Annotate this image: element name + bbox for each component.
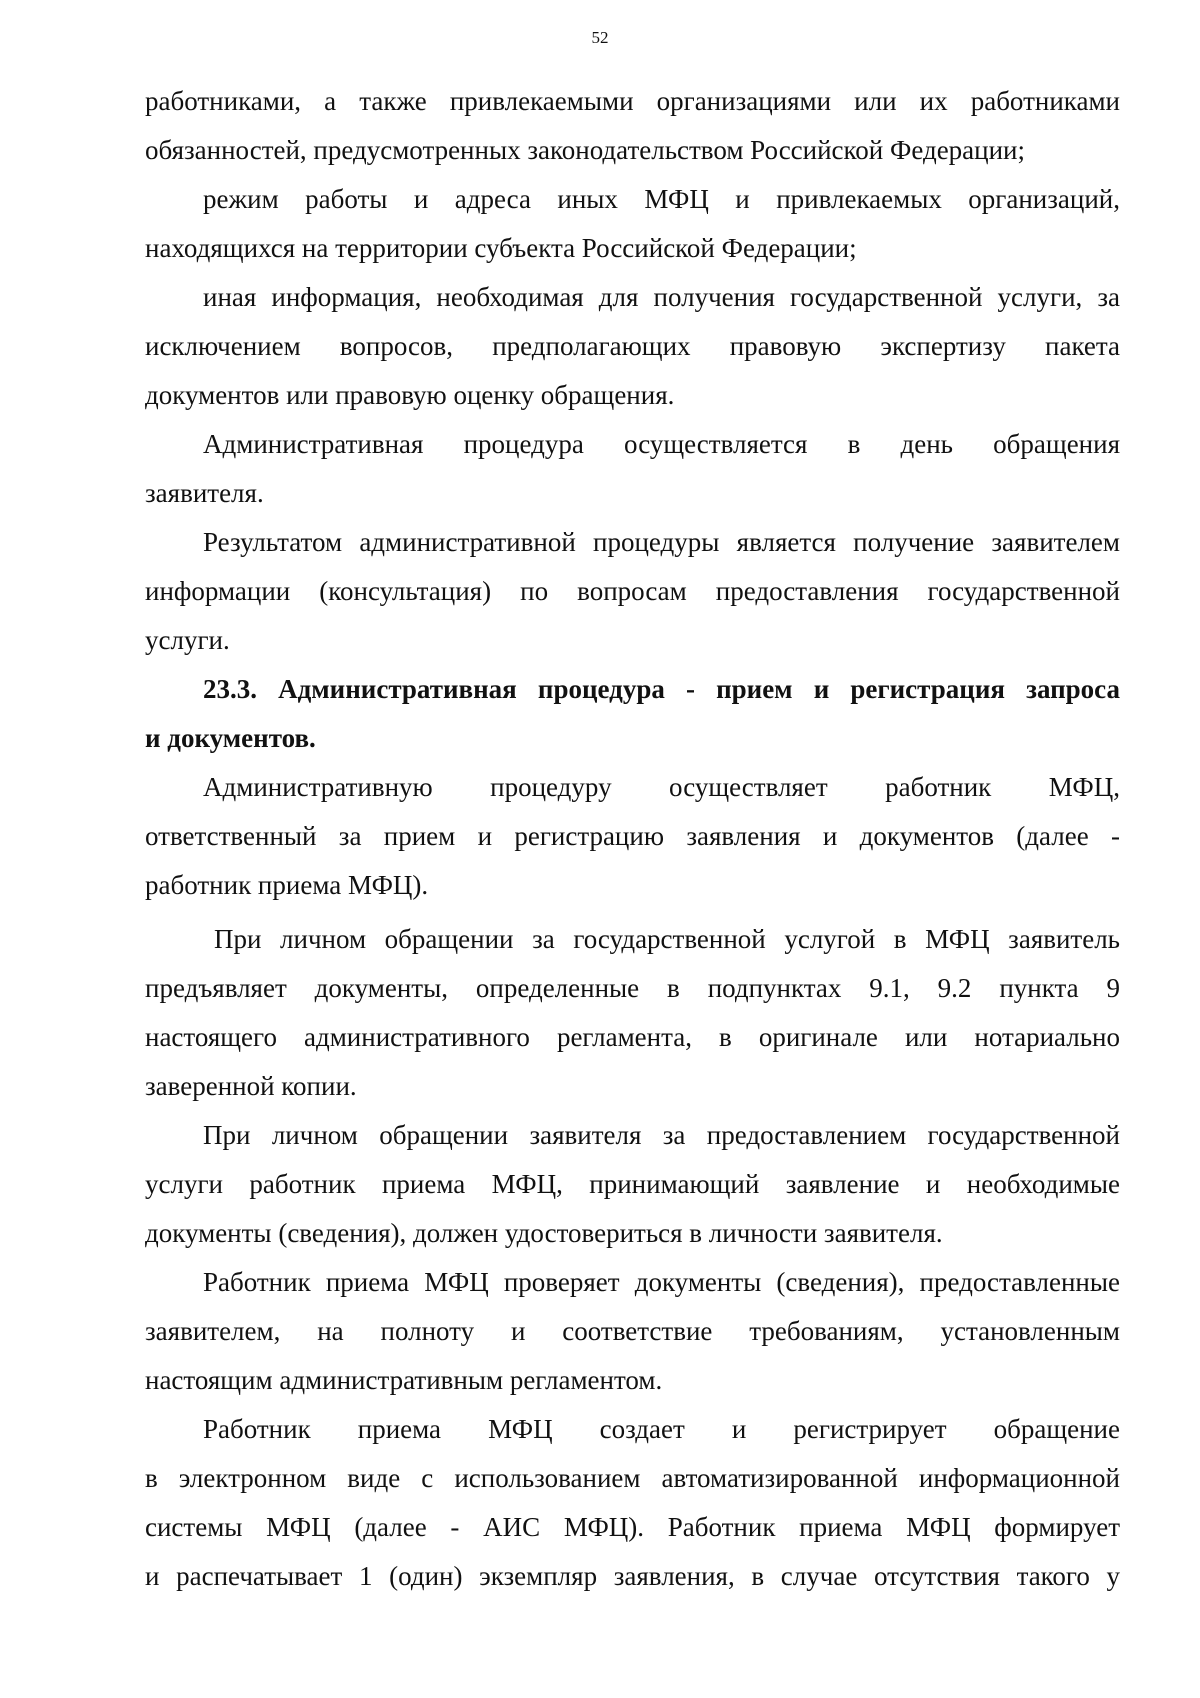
text-line: иная информация, необходимая для получения государственной услуги, за	[203, 282, 1120, 312]
text-line: документы (сведения), должен удостовериться в личности заявителя.	[145, 1218, 943, 1248]
document-body	[145, 77, 1120, 1601]
text-line: ответственный за прием и регистрацию заявления и документов (далее -	[145, 821, 1120, 851]
text-line: обязанностей, предусмотренных законодательством Российской Федерации;	[145, 135, 1026, 165]
text-line: предъявляет документы, определенные в подпунктах 9.1, 9.2 пункта 9	[145, 973, 1120, 1003]
text-line: системы МФЦ (далее - АИС МФЦ). Работник приема МФЦ формирует	[145, 1512, 1120, 1542]
text-line: режим работы и адреса иных МФЦ и привлекаемых организаций,	[203, 184, 1120, 214]
text-line: заявителя.	[145, 478, 264, 508]
text-line: заявителем, на полноту и соответствие требованиям, установленным	[145, 1316, 1120, 1346]
text-line: При личном обращении заявителя за предоставлением государственной	[203, 1120, 1120, 1150]
section-heading: 23.3. Административная процедура - прием и регистрация запроса	[203, 674, 1120, 704]
text-line: Административную процедуру осуществляет работник МФЦ,	[203, 772, 1120, 802]
text-line: и распечатывает 1 (один) экземпляр заявления, в случае отсутствия такого у	[145, 1561, 1120, 1591]
text-line: настоящим административным регламентом.	[145, 1365, 663, 1395]
text-line: исключением вопросов, предполагающих правовую экспертизу пакета	[145, 331, 1120, 361]
text-line: в электронном виде с использованием автоматизированной информационной	[145, 1463, 1120, 1493]
text-line: настоящего административного регламента, в оригинале или нотариально	[145, 1022, 1120, 1052]
text-line: услуги.	[145, 625, 230, 655]
text-line: Работник приема МФЦ проверяет документы (сведения), предоставленные	[203, 1267, 1120, 1297]
text-line: услуги работник приема МФЦ, принимающий заявление и необходимые	[145, 1169, 1120, 1199]
text-line: Работник приема МФЦ создает и регистрирует обращение	[203, 1414, 1120, 1444]
text-line: документов или правовую оценку обращения.	[145, 380, 675, 410]
text-line: заверенной копии.	[145, 1071, 357, 1101]
text-line: работник приема МФЦ).	[145, 870, 429, 900]
text-line: Административная процедура осуществляется в день обращения	[203, 429, 1120, 459]
text-line: находящихся на территории субъекта Российской Федерации;	[145, 233, 857, 263]
text-line: информации (консультация) по вопросам предоставления государственной	[145, 576, 1120, 606]
text-line: При личном обращении за государственной услугой в МФЦ заявитель	[214, 924, 1120, 954]
text-line: Результатом административной процедуры является получение заявителем	[203, 527, 1120, 557]
page-number: 52	[591, 28, 609, 47]
section-heading: и документов.	[145, 723, 316, 753]
text-line: работниками, а также привлекаемыми организациями или их работниками	[145, 86, 1120, 116]
